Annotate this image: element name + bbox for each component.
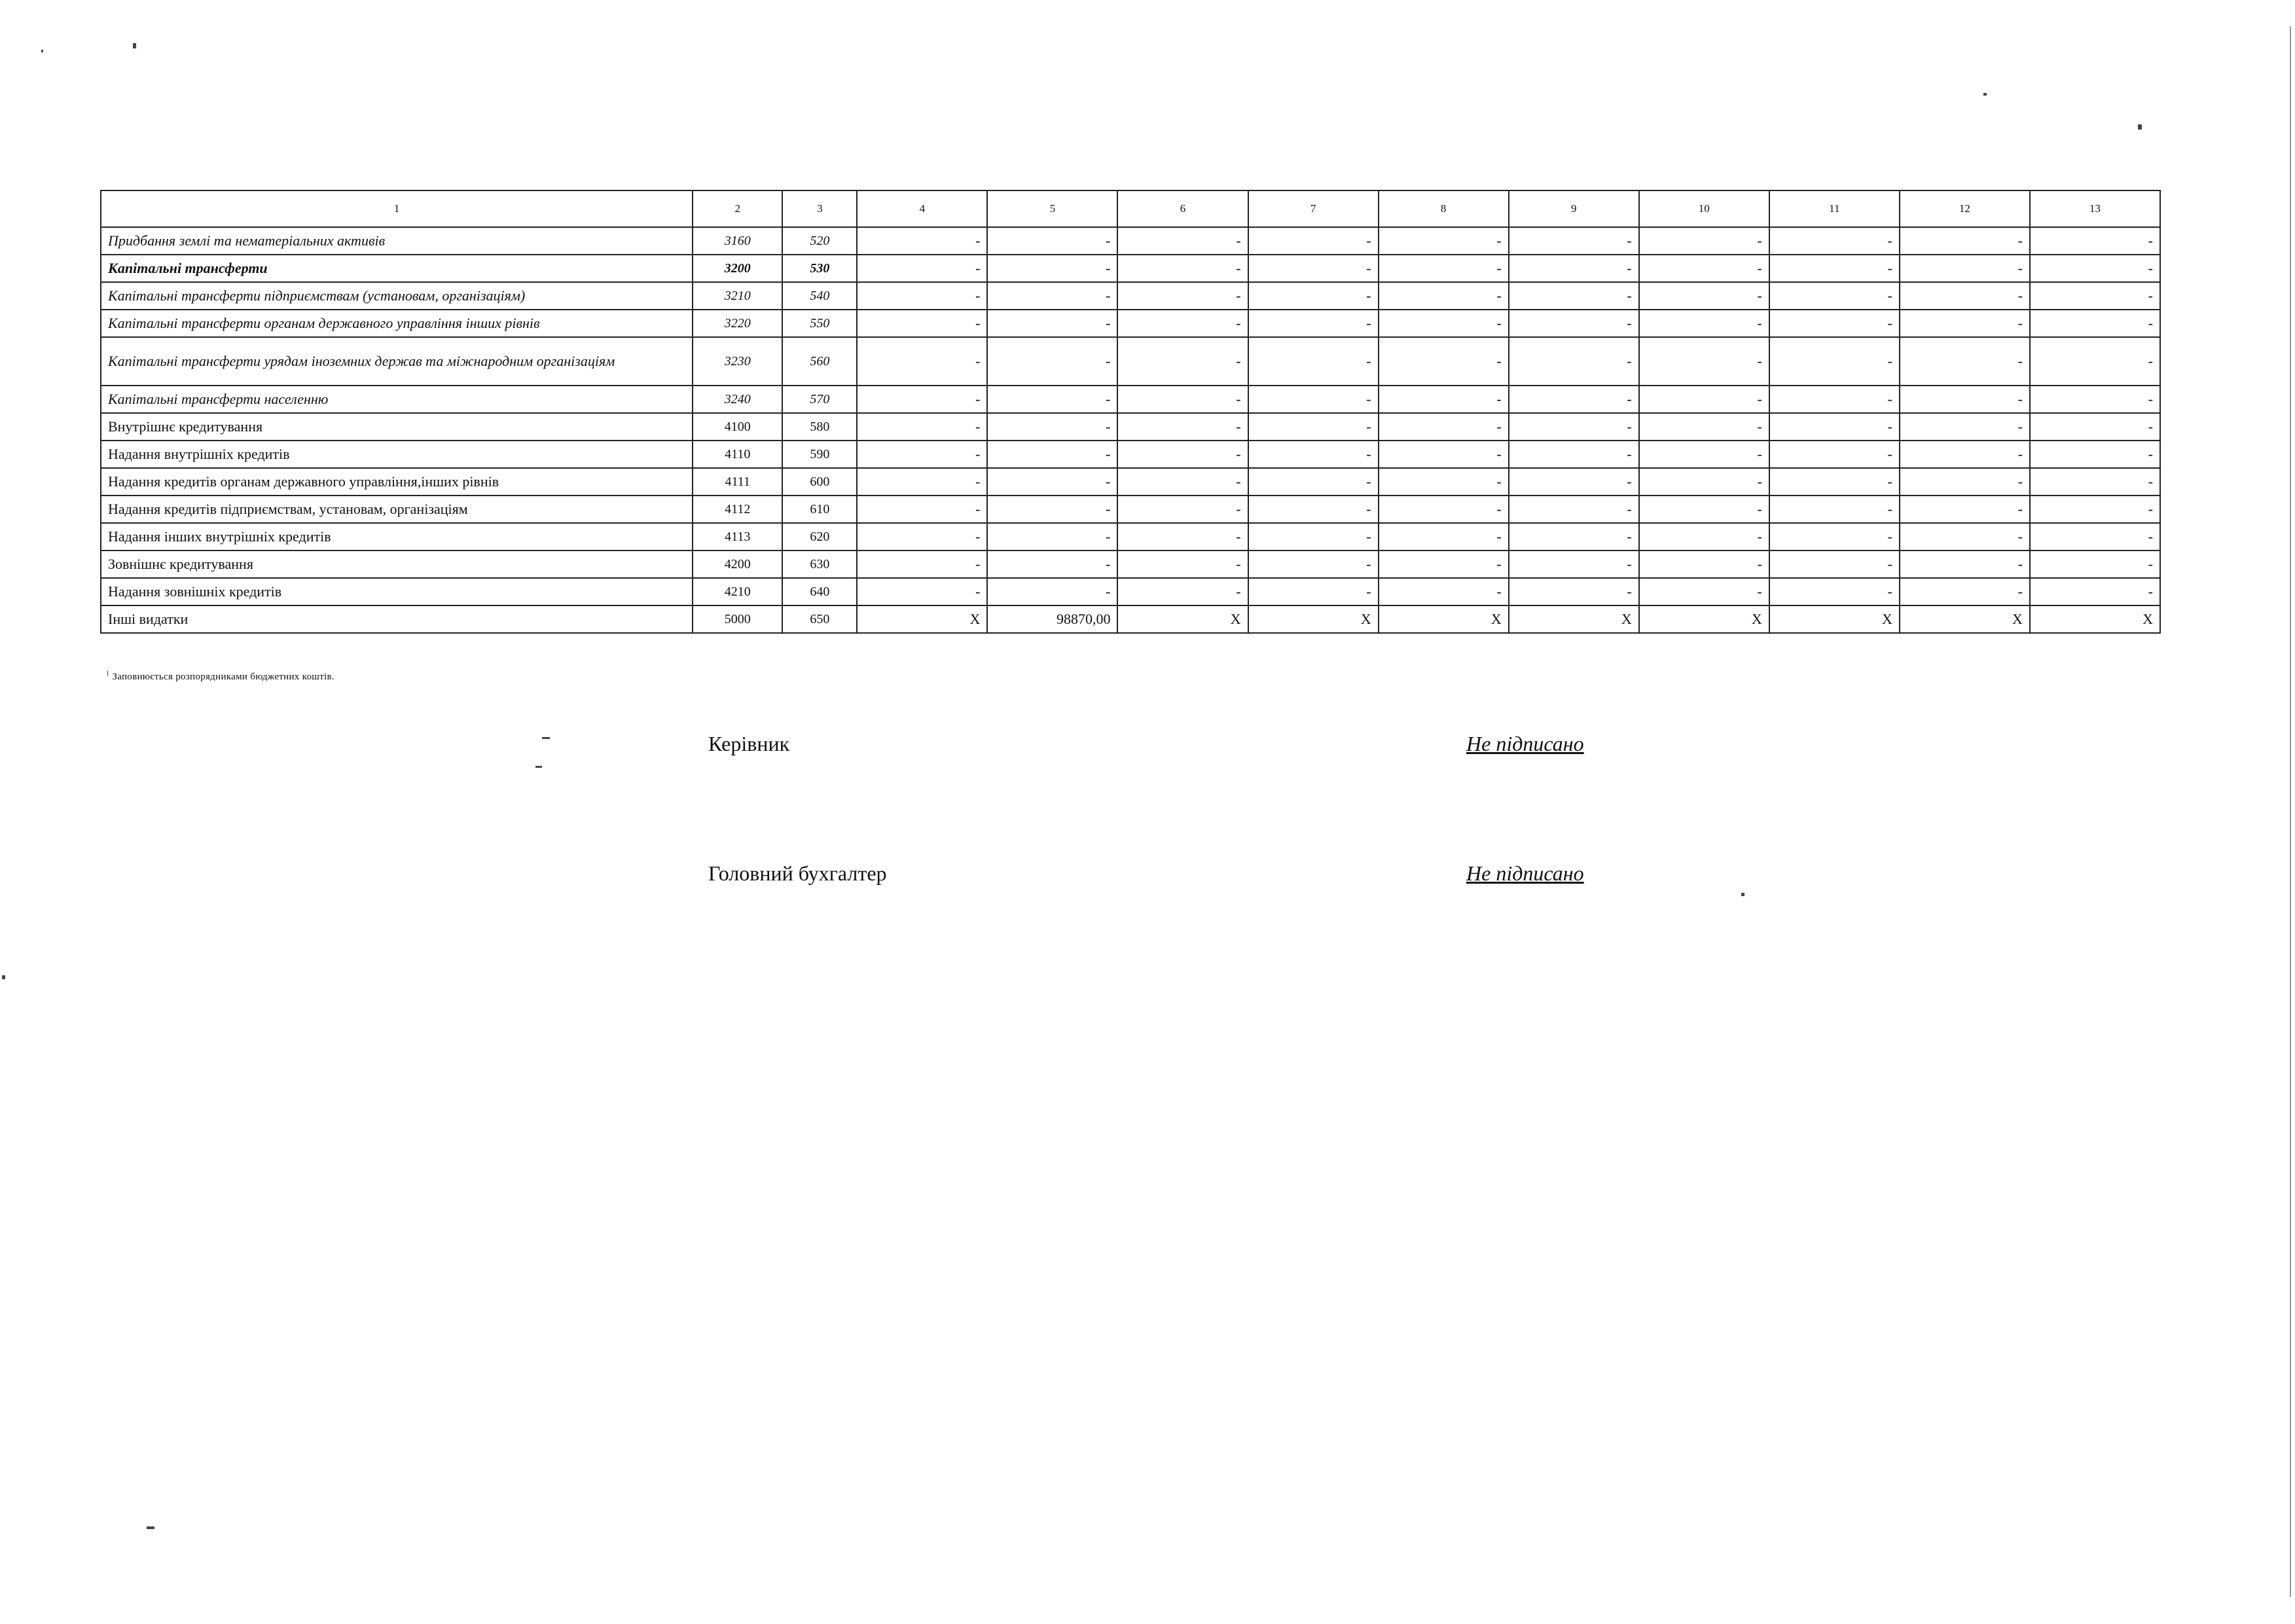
value-cell: -	[1379, 468, 1509, 496]
scan-speck	[535, 766, 542, 768]
value-cell: -	[1509, 441, 1639, 468]
line-code-cell: 620	[782, 523, 857, 550]
value-cell: -	[1248, 337, 1379, 386]
value-cell: -	[1379, 578, 1509, 605]
value-cell: -	[1379, 441, 1509, 468]
kekv-code-cell: 3160	[693, 227, 782, 255]
value-cell: -	[1117, 413, 1248, 441]
value-cell: X	[1248, 605, 1379, 633]
table-row	[101, 441, 2160, 468]
value-cell: -	[1117, 310, 1248, 337]
column-header: 11	[1769, 190, 1900, 227]
row-name-cell: Капітальні трансферти підприємствам (установам, організаціям)	[101, 282, 693, 310]
value-cell: -	[857, 578, 987, 605]
column-header: 8	[1379, 190, 1509, 227]
footnote-text: Заповнюється розпорядниками бюджетних коштів.	[112, 672, 334, 682]
value-cell: -	[1379, 227, 1509, 255]
head-signature-label: Керівник	[708, 732, 790, 755]
value-cell: -	[1639, 337, 1769, 386]
line-code-cell: 630	[782, 550, 857, 578]
line-code-cell: 570	[782, 386, 857, 413]
line-code-cell: 650	[782, 605, 857, 633]
value-cell: -	[1248, 468, 1379, 496]
value-cell: X	[1379, 605, 1509, 633]
value-cell: -	[2030, 496, 2160, 523]
value-cell: -	[1900, 441, 2030, 468]
value-cell: -	[2030, 255, 2160, 282]
value-cell: -	[1769, 468, 1900, 496]
scan-speck	[41, 50, 43, 52]
line-code-cell: 580	[782, 413, 857, 441]
value-cell: -	[857, 413, 987, 441]
value-cell: -	[1900, 282, 2030, 310]
value-cell: -	[1900, 468, 2030, 496]
value-cell: X	[1117, 605, 1248, 633]
value-cell: -	[1639, 282, 1769, 310]
row-name-cell: Внутрішнє кредитування	[101, 413, 693, 441]
value-cell: -	[987, 227, 1117, 255]
value-cell: -	[2030, 578, 2160, 605]
value-cell: -	[1117, 523, 1248, 550]
row-name-cell: Інші видатки	[101, 605, 693, 633]
value-cell: -	[1117, 255, 1248, 282]
value-cell: -	[1248, 441, 1379, 468]
value-cell: -	[1509, 282, 1639, 310]
value-cell: -	[1509, 523, 1639, 550]
value-cell: -	[1900, 413, 2030, 441]
row-name-cell: Придбання землі та нематеріальних активів	[101, 227, 693, 255]
value-cell: -	[1639, 413, 1769, 441]
line-code-cell: 530	[782, 255, 857, 282]
value-cell: -	[1248, 413, 1379, 441]
value-cell: -	[857, 441, 987, 468]
column-header: 13	[2030, 190, 2160, 227]
value-cell: -	[1117, 337, 1248, 386]
value-cell: -	[1117, 386, 1248, 413]
value-cell: X	[857, 605, 987, 633]
value-cell: -	[1509, 468, 1639, 496]
value-cell: -	[857, 386, 987, 413]
line-code-cell: 640	[782, 578, 857, 605]
value-cell: -	[1769, 282, 1900, 310]
scan-speck	[133, 43, 136, 48]
value-cell: -	[1509, 310, 1639, 337]
value-cell: -	[1900, 523, 2030, 550]
value-cell: -	[987, 413, 1117, 441]
line-code-cell: 590	[782, 441, 857, 468]
value-cell: -	[1379, 282, 1509, 310]
kekv-code-cell: 3210	[693, 282, 782, 310]
row-name-cell: Надання інших внутрішніх кредитів	[101, 523, 693, 550]
scan-speck	[1983, 93, 1987, 96]
value-cell: -	[1639, 227, 1769, 255]
value-cell: -	[2030, 550, 2160, 578]
value-cell: -	[2030, 523, 2160, 550]
value-cell: -	[1639, 496, 1769, 523]
accountant-signature-status: Не підписано	[1466, 861, 1584, 885]
value-cell: -	[1769, 386, 1900, 413]
kekv-code-cell: 5000	[693, 605, 782, 633]
value-cell: -	[1117, 227, 1248, 255]
value-cell: -	[1769, 496, 1900, 523]
row-name-cell: Капітальні трансферти урядам іноземних держав та міжнародним організаціям	[101, 337, 693, 386]
column-header: 2	[693, 190, 782, 227]
value-cell: -	[1769, 337, 1900, 386]
value-cell: -	[2030, 310, 2160, 337]
value-cell: -	[987, 441, 1117, 468]
column-header: 9	[1509, 190, 1639, 227]
table-row	[101, 310, 2160, 337]
value-cell: -	[1379, 255, 1509, 282]
value-cell: -	[1248, 496, 1379, 523]
value-cell: -	[1117, 578, 1248, 605]
kekv-code-cell: 3240	[693, 386, 782, 413]
value-cell: -	[1769, 441, 1900, 468]
value-cell: -	[857, 255, 987, 282]
value-cell: -	[1769, 310, 1900, 337]
value-cell: -	[2030, 441, 2160, 468]
value-cell: -	[1117, 441, 1248, 468]
value-cell: -	[1248, 255, 1379, 282]
row-name-cell: Надання кредитів органам державного управління,інших рівнів	[101, 468, 693, 496]
table-row	[101, 468, 2160, 496]
value-cell: -	[857, 282, 987, 310]
value-cell: -	[987, 255, 1117, 282]
value-cell: -	[1769, 413, 1900, 441]
value-cell: -	[1900, 310, 2030, 337]
value-cell: -	[2030, 337, 2160, 386]
line-code-cell: 610	[782, 496, 857, 523]
value-cell: -	[1639, 550, 1769, 578]
value-cell: -	[1509, 337, 1639, 386]
value-cell: -	[1639, 468, 1769, 496]
value-cell: -	[1248, 282, 1379, 310]
value-cell: X	[1769, 605, 1900, 633]
scan-speck	[1741, 893, 1744, 896]
value-cell: -	[987, 578, 1117, 605]
value-cell: -	[1509, 578, 1639, 605]
table-body	[101, 227, 2160, 633]
kekv-code-cell: 3200	[693, 255, 782, 282]
value-cell: -	[1509, 227, 1639, 255]
header-row	[101, 190, 2160, 227]
value-cell: -	[1248, 523, 1379, 550]
value-cell: -	[857, 227, 987, 255]
value-cell: -	[1639, 441, 1769, 468]
scan-speck	[2138, 124, 2142, 130]
line-code-cell: 540	[782, 282, 857, 310]
column-header: 3	[782, 190, 857, 227]
accountant-signature-label: Головний бухгалтер	[708, 861, 887, 885]
kekv-code-cell: 4111	[693, 468, 782, 496]
column-header: 4	[857, 190, 987, 227]
value-cell: -	[1639, 255, 1769, 282]
value-cell: -	[987, 496, 1117, 523]
value-cell: -	[1248, 227, 1379, 255]
line-code-cell: 600	[782, 468, 857, 496]
value-cell: -	[1248, 578, 1379, 605]
table-row	[101, 496, 2160, 523]
value-cell: -	[1769, 255, 1900, 282]
value-cell: -	[1900, 578, 2030, 605]
footnote	[106, 670, 334, 683]
value-cell: -	[2030, 282, 2160, 310]
value-cell: -	[1379, 386, 1509, 413]
value-cell: -	[1769, 523, 1900, 550]
value-cell: -	[1248, 310, 1379, 337]
value-cell: -	[987, 337, 1117, 386]
kekv-code-cell: 3230	[693, 337, 782, 386]
row-name-cell: Капітальні трансферти органам державного управління інших рівнів	[101, 310, 693, 337]
value-cell: -	[1900, 227, 2030, 255]
value-cell: -	[1248, 386, 1379, 413]
value-cell: -	[987, 282, 1117, 310]
value-cell: X	[1509, 605, 1639, 633]
row-name-cell: Надання внутрішніх кредитів	[101, 441, 693, 468]
value-cell: -	[987, 310, 1117, 337]
value-cell: -	[1117, 282, 1248, 310]
value-cell: -	[1639, 578, 1769, 605]
line-code-cell: 560	[782, 337, 857, 386]
column-header: 6	[1117, 190, 1248, 227]
column-header: 7	[1248, 190, 1379, 227]
table-row	[101, 413, 2160, 441]
value-cell: -	[1379, 413, 1509, 441]
value-cell: -	[1900, 496, 2030, 523]
table-row	[101, 605, 2160, 633]
line-code-cell: 520	[782, 227, 857, 255]
column-header: 10	[1639, 190, 1769, 227]
value-cell: X	[1900, 605, 2030, 633]
value-cell: X	[2030, 605, 2160, 633]
table-row	[101, 282, 2160, 310]
value-cell: -	[857, 310, 987, 337]
table-row	[101, 523, 2160, 550]
scan-speck	[147, 1526, 154, 1529]
kekv-code-cell: 4200	[693, 550, 782, 578]
scan-speck	[2, 975, 5, 979]
value-cell: -	[1379, 310, 1509, 337]
value-cell: -	[1379, 550, 1509, 578]
column-header: 5	[987, 190, 1117, 227]
value-cell: -	[857, 496, 987, 523]
value-cell: -	[2030, 386, 2160, 413]
kekv-code-cell: 4100	[693, 413, 782, 441]
value-cell: -	[857, 468, 987, 496]
scan-edge-line	[2290, 26, 2291, 1597]
table-row	[101, 337, 2160, 386]
value-cell: -	[1509, 413, 1639, 441]
value-cell: X	[1639, 605, 1769, 633]
value-cell: -	[1509, 386, 1639, 413]
value-cell: -	[1117, 550, 1248, 578]
value-cell: -	[1248, 550, 1379, 578]
value-cell: -	[1900, 386, 2030, 413]
column-header: 1	[101, 190, 693, 227]
value-cell: -	[1509, 496, 1639, 523]
value-cell: -	[857, 337, 987, 386]
line-code-cell: 550	[782, 310, 857, 337]
value-cell: -	[2030, 227, 2160, 255]
row-name-cell: Надання кредитів підприємствам, установам, організаціям	[101, 496, 693, 523]
value-cell: -	[1900, 337, 2030, 386]
table-row	[101, 578, 2160, 605]
value-cell: -	[1379, 523, 1509, 550]
value-cell: -	[857, 523, 987, 550]
row-name-cell: Капітальні трансферти	[101, 255, 693, 282]
kekv-code-cell: 3220	[693, 310, 782, 337]
kekv-code-cell: 4210	[693, 578, 782, 605]
value-cell: -	[1639, 386, 1769, 413]
value-cell: -	[1769, 578, 1900, 605]
report-table	[100, 190, 2161, 634]
value-cell: -	[987, 386, 1117, 413]
table-row	[101, 255, 2160, 282]
value-cell: -	[1639, 310, 1769, 337]
value-cell: -	[1900, 255, 2030, 282]
value-cell: -	[987, 468, 1117, 496]
value-cell: -	[987, 550, 1117, 578]
value-cell: -	[1900, 550, 2030, 578]
table-row	[101, 227, 2160, 255]
value-cell: -	[857, 550, 987, 578]
value-cell: -	[987, 523, 1117, 550]
head-signature-status: Не підписано	[1466, 732, 1584, 755]
row-name-cell: Зовнішнє кредитування	[101, 550, 693, 578]
column-header: 12	[1900, 190, 2030, 227]
value-cell: -	[2030, 468, 2160, 496]
kekv-code-cell: 4112	[693, 496, 782, 523]
value-cell: -	[1769, 227, 1900, 255]
row-name-cell: Надання зовнішніх кредитів	[101, 578, 693, 605]
value-cell: -	[1639, 523, 1769, 550]
row-name-cell: Капітальні трансферти населенню	[101, 386, 693, 413]
value-cell: -	[1769, 550, 1900, 578]
kekv-code-cell: 4113	[693, 523, 782, 550]
footnote-mark: 1	[106, 670, 110, 677]
kekv-code-cell: 4110	[693, 441, 782, 468]
value-cell: -	[1379, 337, 1509, 386]
value-cell: -	[1117, 496, 1248, 523]
table-row	[101, 386, 2160, 413]
scan-speck	[542, 737, 550, 739]
value-cell: -	[1117, 468, 1248, 496]
value-cell: -	[2030, 413, 2160, 441]
table-row	[101, 550, 2160, 578]
value-cell: -	[1509, 550, 1639, 578]
value-cell: -	[1379, 496, 1509, 523]
value-cell: 98870,00	[987, 605, 1117, 633]
value-cell: -	[1509, 255, 1639, 282]
